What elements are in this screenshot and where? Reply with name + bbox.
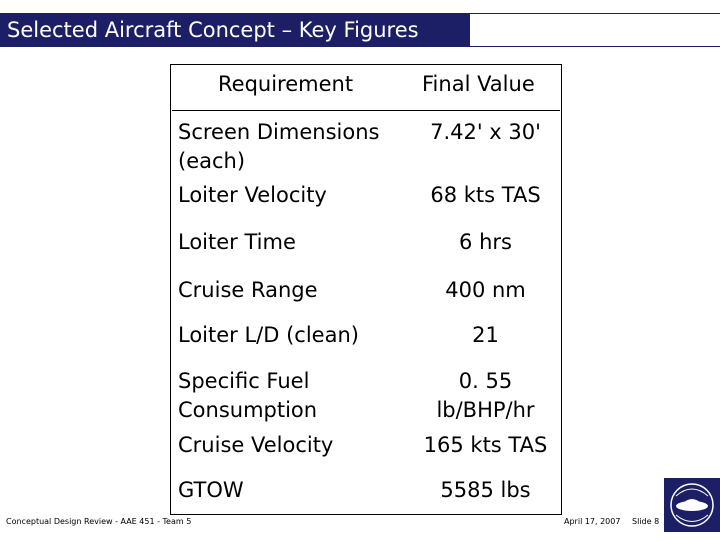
row-label-sfc: Specific Fuel Consumption [178,369,318,422]
title-rule [470,13,720,47]
row-label-gtow: GTOW [178,478,244,502]
row-value-sfc: 0. 55 lb/BHP/hr [436,369,535,422]
header-final-value: Final Value [422,72,535,96]
footer-date: April 17, 2007 [564,517,621,526]
row-label-loiter-ld: Loiter L/D (clean) [178,323,359,347]
header-requirement: Requirement [218,72,354,96]
row-value-cruise-range: 400 nm [445,278,526,302]
row-label-cruise-velocity: Cruise Velocity [178,433,334,457]
row-label-loiter-velocity: Loiter Velocity [178,183,327,207]
row-value-cruise-velocity: 165 kts TAS [423,433,548,457]
header-divider [172,110,560,111]
row-value-screen-dimensions: 7.42' x 30' [430,120,541,144]
row-label-cruise-range: Cruise Range [178,278,318,302]
row-label-screen-dimensions: Screen Dimensions (each) [178,120,380,173]
row-value-loiter-velocity: 68 kts TAS [430,183,541,207]
slide-title: Selected Aircraft Concept – Key Figures [0,13,470,47]
row-value-loiter-ld: 21 [472,323,499,347]
footer-presentation-name: Conceptual Design Review - AAE 451 - Team 5 [6,517,192,526]
team-logo-icon [664,478,720,532]
row-value-gtow: 5585 lbs [440,478,531,502]
row-value-loiter-time: 6 hrs [459,230,512,254]
footer-slide-number: Slide 8 [632,517,660,526]
row-label-loiter-time: Loiter Time [178,230,296,254]
